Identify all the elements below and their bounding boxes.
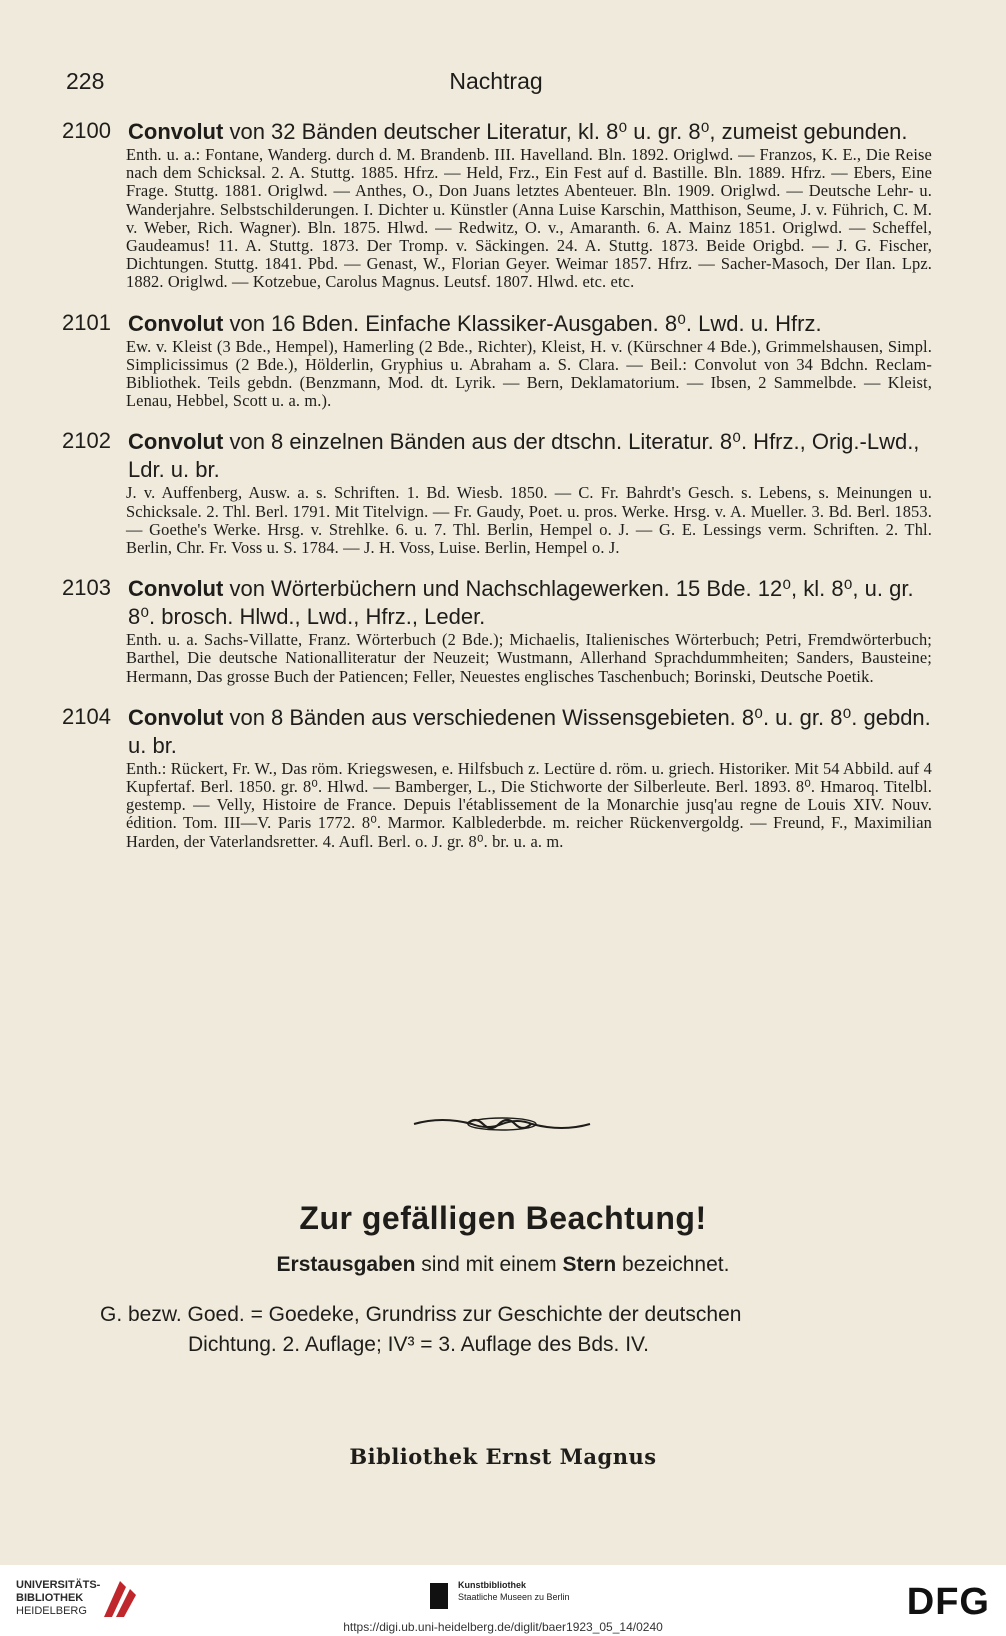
logo-text: HEIDELBERG [16,1605,87,1617]
page-number: 228 [66,68,105,94]
entry-description: Ew. v. Kleist (3 Bde., Hempel), Hamerling (2 Bde., Richter), Kleist, H. v. (Kürschner 4 Bde.), Grimmelshausen, Simpl. Simplicissimus (2 Bde.), Hölderlin, Gryphius u. Abraham a. S. Clara. — Beil.: Convolut von 34 Bdchn. Reclam-Bibliothek. Teils gebdn. (Benzmann, Mod. dt. Lyrik. — Bern, Deklamatorium. — Ibsen, 2 Sammelbde. — Kleist, Lenau, Hebbel, Scott u. a. m.). [126,336,932,411]
ub-heidelberg-logo [16,1579,100,1618]
entry-description: J. v. Auffenberg, Ausw. a. s. Schriften. 1. Bd. Wiesb. 1850. — C. Fr. Bahrdt's Gesch. s. Lebens, s. Meinungen u. Schicksale. 2. Thl. Berl. 1791. Mit Titelvign. — Fr. Gaudy, Poet. u. pros. Werke. Hrsg. v. A. Mueller. 3. Bd. Berl. 1853. — Goethe's Werke. Hrsg. v. Strehlke. 6. u. 7. Thl. Berlin, Hempel o. J. — G. E. Lessings verm. Schriften. 2. Thl. Berlin, Chr. Fr. Voss u. S. 1784. — J. H. Voss, Luise. Berlin, Hempel o. J. [126,483,932,558]
lot-number: 2103 [62,575,111,601]
notice-abbreviation-line-1: G. bezw. Goed. = Goedeke, Grundriss zur Geschichte der deutschen [100,1303,742,1326]
logo-text: Staatliche Museen zu Berlin [458,1592,570,1602]
entry-keyword: Convolut [128,310,224,336]
catalog-entry-2100 [62,118,932,292]
entry-heading [128,118,932,146]
notice-block [0,1200,1006,1277]
page-url[interactable]: https://digi.ub.uni-heidelberg.de/diglit/baer1923_05_14/0240 [343,1620,663,1634]
catalog-entry-2101 [62,310,932,411]
notice-first-editions [0,1253,1006,1277]
entry-heading [128,575,932,631]
entry-keyword: Convolut [128,704,224,730]
notice-term-first-editions: Erstausgaben [276,1253,416,1276]
catalog-entry-2103 [62,575,932,686]
lot-number: 2104 [62,703,111,729]
ornament-divider [412,1112,592,1136]
logo-text: BIBLIOTHEK [16,1592,84,1604]
running-header [66,68,926,102]
catalog-entry-2104 [62,704,932,851]
entry-heading-text: von 16 Bden. Einfache Klassiker-Ausgaben. 8⁰. Lwd. u. Hfrz. [229,310,822,336]
library-name: Bibliothek Ernst Magnus [349,1444,657,1469]
entry-description: Enth. u. a. Sachs-Villatte, Franz. Wörterbuch (2 Bde.); Michaelis, Italienisches Wörterbuch; Petri, Fremdwörterbuch; Barthel, Die deutsche Nationalliteratur der Neuzeit; Wustmann, Allerhand Sprachdummheiten; Sanders, Bausteine; Hermann, Das grosse Buch der Patiencen; Feller, Neuestes englisches Taschenbuch; Borinski, Deutsche Poetik. [126,630,932,686]
notice-title: Zur gefälligen Beachtung! [299,1200,707,1236]
catalog-entry-2102 [62,428,932,557]
running-title: Nachtrag [449,68,543,94]
entry-heading [128,428,932,484]
ub-heidelberg-mark-icon [100,1577,140,1621]
notice-abbreviation-line-2: Dichtung. 2. Auflage; IV³ = 3. Auflage des Bds. IV. [188,1333,649,1356]
logo-text: UNIVERSITÄTS- [16,1579,101,1591]
lot-number: 2101 [62,309,111,335]
dfg-logo: DFG [906,1581,990,1623]
entry-heading-text: von 32 Bänden deutscher Literatur, kl. 8⁰ u. gr. 8⁰, zumeist gebunden. [229,119,908,144]
lot-number: 2102 [62,428,111,454]
entry-keyword: Convolut [128,576,224,602]
logo-text: Kunstbibliothek [458,1580,526,1590]
entry-heading-text: von 8 Bänden aus verschiedenen Wissensgebieten. 8⁰. u. gr. 8⁰. gebdn. u. br. [128,704,931,758]
notice-term-star: Stern [562,1253,617,1276]
entry-heading [128,310,932,338]
entry-heading-text: von Wörterbüchern und Nachschlagewerken. 15 Bde. 12⁰, kl. 8⁰, u. gr. 8⁰. brosch. Hlwd., Lwd., Hfrz., Leder. [128,576,914,630]
lot-number: 2100 [62,118,111,143]
entry-keyword: Convolut [128,119,224,144]
kunstbibliothek-text [458,1579,678,1603]
entry-heading-text: von 8 einzelnen Bänden aus der dtschn. Literatur. 8⁰. Hfrz., Orig.-Lwd., Ldr. u. br. [128,429,920,483]
digitization-footer [0,1565,1006,1636]
entry-description: Enth.: Rückert, Fr. W., Das röm. Kriegswesen, e. Hilfsbuch z. Lectüre d. röm. u. griech. Historiker. Mit 54 Abbild. auf 4 Kupfertaf. Berl. 1850. gr. 8⁰. Hlwd. — Bamberger, L., Die Stichworte der Silberleute. Berl. 1893. 8⁰. Hmaroq. Titelbl. gestemp. — Velly, Histoire de France. Depuis l'établissement de la Monarchie jusq'au regne de Louis XIV. Nouv. édition. Tom. III—V. Paris 1772. 8⁰. Marmor. Kalblederbde. m. reicher Rückenvergoldg. — Freund, F., Maximilian Harden, der Vaterlandsretter. 4. Aufl. Berl. o. J. gr. 8⁰. br. u. a. m. [126,758,932,851]
catalog-entries [62,118,932,869]
entry-description: Enth. u. a.: Fontane, Wanderg. durch d. M. Brandenb. III. Havelland. Bln. 1892. Origlwd. — Franzos, K. E., Die Reise nach dem Schicksal. 2. A. Stuttg. 1885. Hfrz. — Held, Frz., Ein Fest auf d. Bastille. Bln. 1889. Hfrz. — Ebers, Eine Frage. Stuttg. 1881. Origlwd. — Anthes, O., Don Juans letztes Abenteuer. Bln. 1909. Origlwd. — Deutsche Lehr- u. Wanderjahre. Selbstschilderungen. I. Dichter u. Künstler (Anna Luise Karschin, Matthison, Seume, J. v. Führich, C. M. v. Weber, Rich. Wagner). Bln. 1875. Hlwd. — Redwitz, O. v., Amaranth. 6. A. Mainz 1851. Origlwd. — Scheffel, Gaudeamus! 11. A. Stuttg. 1873. Der Tromp. v. Säckingen. 24. A. Stuttg. 1873. Beide Origbd. — J. G. Fischer, Dichtungen. Stuttg. 1841. Pbd. — Genast, W., Florian Geyer. Weimar 1857. Hfrz. — Sacher-Masoch, Der Ilan. Lpz. 1882. Origlwd. — Kotzebue, Carolus Magnus. Leutsf. 1807. Hlwd. etc. etc. [126,145,932,292]
kunstbibliothek-mark-icon [430,1583,448,1609]
notice-abbreviation [100,1300,940,1360]
notice-text: bezeichnet. [616,1253,730,1276]
entry-heading [128,704,932,760]
entry-keyword: Convolut [128,429,224,455]
notice-text: sind mit einem [415,1253,563,1276]
